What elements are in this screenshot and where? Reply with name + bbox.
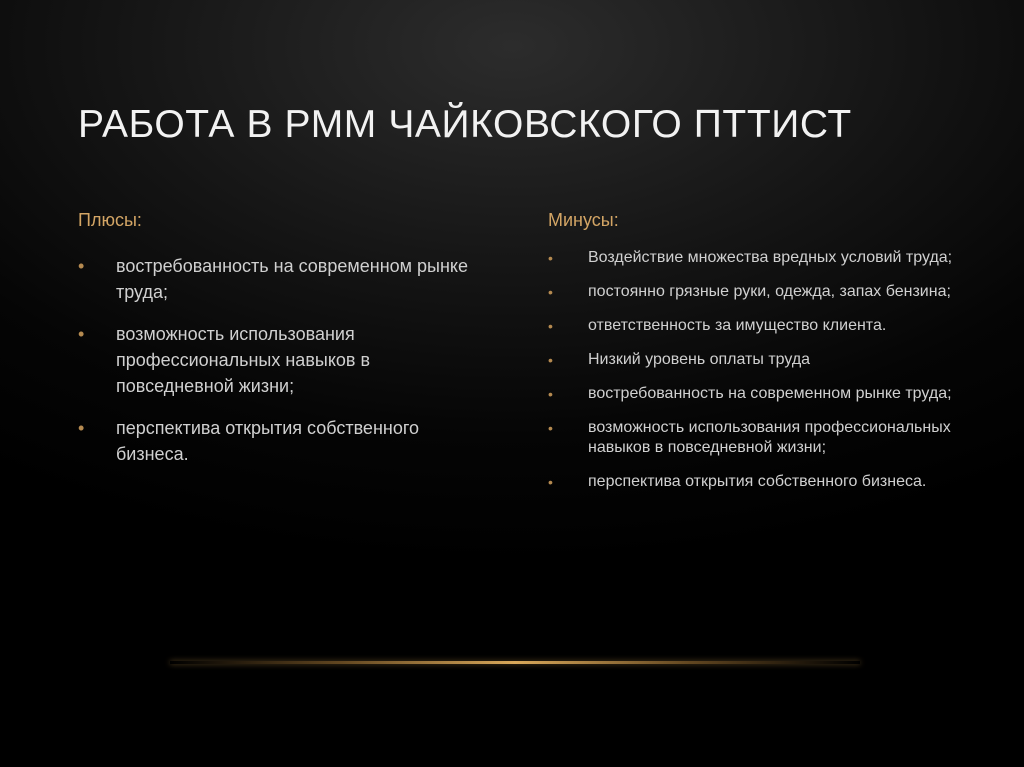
list-item bbox=[548, 350, 968, 370]
list-item bbox=[548, 384, 968, 404]
bullet-icon: • bbox=[548, 386, 553, 402]
list-item bbox=[548, 418, 968, 458]
list-item bbox=[78, 253, 478, 305]
cons-list bbox=[548, 248, 968, 492]
list-item-text: возможность использования профессиональных навыков в повседневной жизни; bbox=[588, 419, 951, 456]
pros-list bbox=[78, 253, 478, 467]
list-item-text: перспектива открытия собственного бизнеса. bbox=[116, 418, 420, 464]
list-item-text: перспектива открытия собственного бизнеса. bbox=[588, 473, 927, 490]
list-item-text: ответственность за имущество клиента. bbox=[588, 317, 887, 334]
bullet-icon: • bbox=[548, 420, 553, 436]
slide-title: РАБОТА В РММ ЧАЙКОВСКОГО ПТТИСТ bbox=[78, 103, 852, 146]
cons-column bbox=[548, 210, 968, 506]
bullet-icon: • bbox=[78, 418, 85, 438]
list-item-text: постоянно грязные руки, одежда, запах бензина; bbox=[588, 283, 951, 300]
decorative-glow-line bbox=[170, 661, 860, 664]
list-item bbox=[78, 415, 478, 467]
list-item bbox=[78, 321, 478, 399]
list-item-text: Воздействие множества вредных условий труда; bbox=[588, 249, 953, 266]
bullet-icon: • bbox=[548, 474, 553, 490]
list-item-text: востребованность на современном рынке труда; bbox=[116, 256, 469, 302]
bullet-icon: • bbox=[548, 318, 553, 334]
list-item bbox=[548, 282, 968, 302]
cons-heading: Минусы: bbox=[548, 210, 619, 230]
list-item bbox=[548, 472, 968, 492]
list-item bbox=[548, 248, 968, 268]
list-item-text: Низкий уровень оплаты труда bbox=[588, 351, 811, 368]
list-item-text: востребованность на современном рынке труда; bbox=[588, 385, 952, 402]
list-item bbox=[548, 316, 968, 336]
bullet-icon: • bbox=[548, 352, 553, 368]
bullet-icon: • bbox=[78, 256, 85, 276]
pros-heading: Плюсы: bbox=[78, 210, 142, 230]
bullet-icon: • bbox=[548, 250, 553, 266]
pros-column bbox=[78, 210, 478, 483]
list-item-text: возможность использования профессиональных навыков в повседневной жизни; bbox=[116, 324, 371, 396]
bullet-icon: • bbox=[548, 284, 553, 300]
bullet-icon: • bbox=[78, 324, 85, 344]
